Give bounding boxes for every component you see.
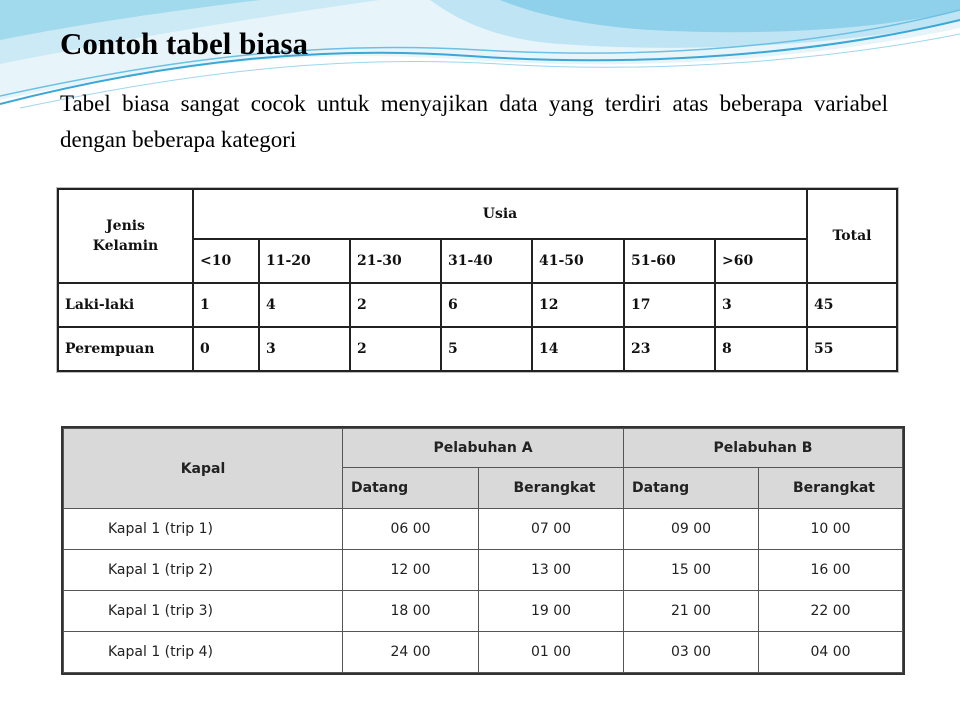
ship-trip-name: Kapal 1 (trip 3) bbox=[64, 591, 343, 632]
age-group-header: <10 bbox=[193, 239, 259, 283]
table-cell: 3 bbox=[715, 283, 807, 327]
time-cell: 21 00 bbox=[624, 591, 759, 632]
row-label: Perempuan bbox=[58, 327, 193, 371]
age-group-header: 41-50 bbox=[532, 239, 624, 283]
header-berangkat: Berangkat bbox=[479, 468, 624, 509]
ship-trip-name: Kapal 1 (trip 4) bbox=[64, 632, 343, 673]
table-cell: 14 bbox=[532, 327, 624, 371]
time-cell: 06 00 bbox=[343, 509, 479, 550]
row-label: Laki-laki bbox=[58, 283, 193, 327]
time-cell: 18 00 bbox=[343, 591, 479, 632]
age-group-header: 31-40 bbox=[441, 239, 532, 283]
table-row bbox=[58, 327, 897, 371]
header-jenis-line2: Kelamin bbox=[92, 238, 159, 254]
age-group-header: 11-20 bbox=[259, 239, 350, 283]
table-cell: 1 bbox=[193, 283, 259, 327]
table-cell: 2 bbox=[350, 327, 441, 371]
age-group-header: >60 bbox=[715, 239, 807, 283]
table-row bbox=[64, 591, 903, 632]
ship-trip-name: Kapal 1 (trip 1) bbox=[64, 509, 343, 550]
time-cell: 24 00 bbox=[343, 632, 479, 673]
header-usia: Usia bbox=[193, 189, 807, 239]
time-cell: 10 00 bbox=[759, 509, 903, 550]
table-cell: 3 bbox=[259, 327, 350, 371]
table-cell: 4 bbox=[259, 283, 350, 327]
row-total: 45 bbox=[807, 283, 897, 327]
age-group-header: 51-60 bbox=[624, 239, 715, 283]
time-cell: 03 00 bbox=[624, 632, 759, 673]
table-row bbox=[64, 509, 903, 550]
header-jenis-line1: Jenis bbox=[106, 218, 145, 234]
header-datang: Datang bbox=[343, 468, 479, 509]
gender-age-table bbox=[57, 188, 898, 372]
table-cell: 5 bbox=[441, 327, 532, 371]
ship-schedule-table bbox=[63, 428, 903, 673]
table-cell: 8 bbox=[715, 327, 807, 371]
time-cell: 15 00 bbox=[624, 550, 759, 591]
time-cell: 04 00 bbox=[759, 632, 903, 673]
header-berangkat: Berangkat bbox=[759, 468, 903, 509]
table-cell: 17 bbox=[624, 283, 715, 327]
header-datang: Datang bbox=[624, 468, 759, 509]
table-row bbox=[58, 283, 897, 327]
time-cell: 13 00 bbox=[479, 550, 624, 591]
table-cell: 0 bbox=[193, 327, 259, 371]
table-cell: 23 bbox=[624, 327, 715, 371]
header-total: Total bbox=[807, 189, 897, 283]
time-cell: 19 00 bbox=[479, 591, 624, 632]
time-cell: 12 00 bbox=[343, 550, 479, 591]
row-total: 55 bbox=[807, 327, 897, 371]
header-pelabuhan-b: Pelabuhan B bbox=[624, 429, 903, 468]
slide-body-text: Tabel biasa sangat cocok untuk menyajikan data yang terdiri atas beberapa variabel dengan beberapa kategori bbox=[60, 91, 888, 152]
time-cell: 16 00 bbox=[759, 550, 903, 591]
table-row bbox=[64, 550, 903, 591]
header-jenis-kelamin bbox=[58, 189, 193, 283]
time-cell: 22 00 bbox=[759, 591, 903, 632]
table-row bbox=[64, 632, 903, 673]
header-pelabuhan-a: Pelabuhan A bbox=[343, 429, 624, 468]
table-cell: 6 bbox=[441, 283, 532, 327]
ship-trip-name: Kapal 1 (trip 2) bbox=[64, 550, 343, 591]
age-group-header: 21-30 bbox=[350, 239, 441, 283]
table-cell: 2 bbox=[350, 283, 441, 327]
table-cell: 12 bbox=[532, 283, 624, 327]
time-cell: 01 00 bbox=[479, 632, 624, 673]
time-cell: 09 00 bbox=[624, 509, 759, 550]
time-cell: 07 00 bbox=[479, 509, 624, 550]
header-kapal: Kapal bbox=[64, 429, 343, 509]
slide-title: Contoh tabel biasa bbox=[60, 26, 309, 61]
